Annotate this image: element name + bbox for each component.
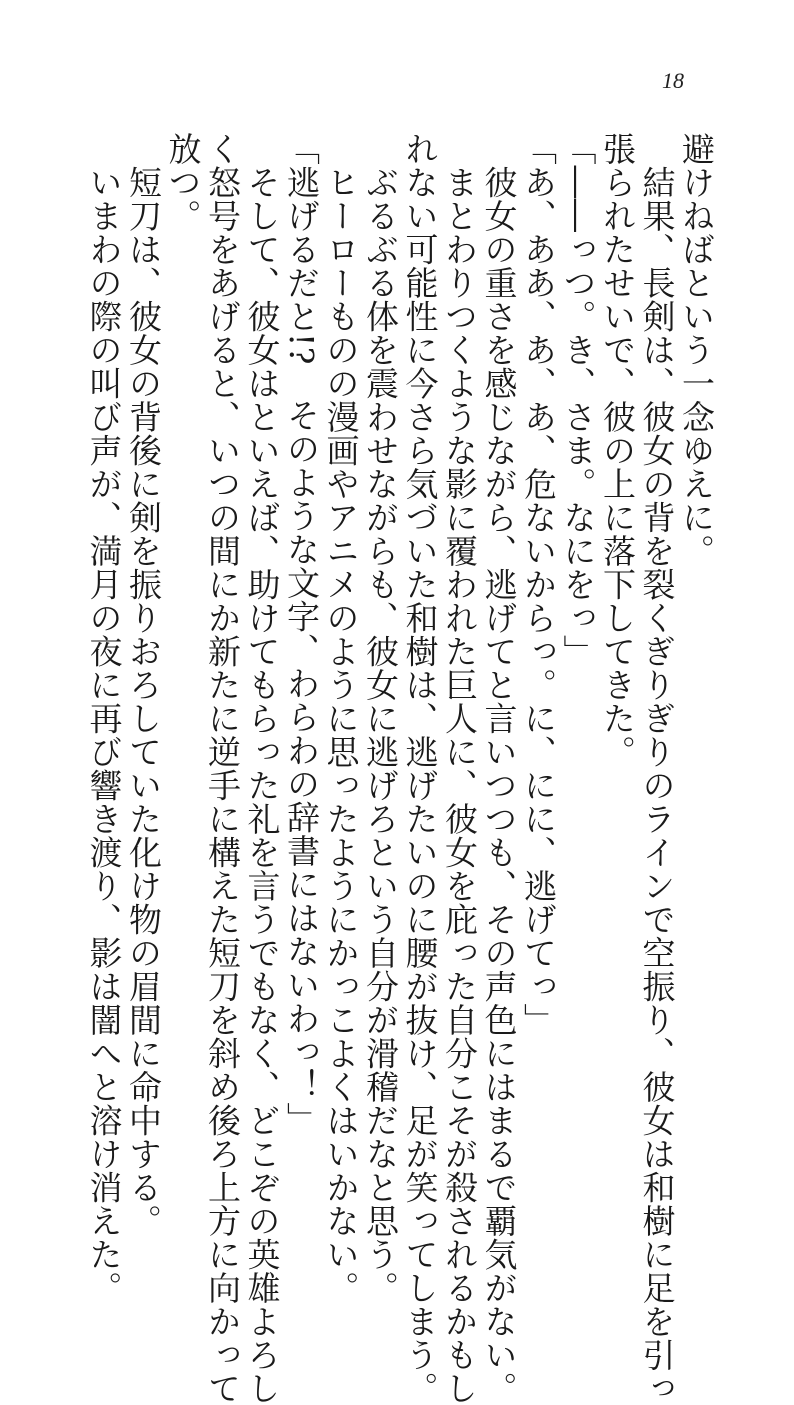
text-line: 結果、長剣は、彼女の背を裂くぎりぎりのラインで空振り、彼女は和樹に足を引っ bbox=[637, 132, 677, 1405]
text-line: 張られたせいで、彼の上に落下してきた。 bbox=[598, 132, 637, 769]
text-line: ヒーローものの漫画やアニメのように思ったようにかっこよくはいかない。 bbox=[321, 132, 361, 1305]
text-line: れない可能性に今さら気づいた和樹は、逃げたいのに腰が抜け、足が笑ってしまう。 bbox=[400, 132, 440, 1405]
text-line: 「――っつ。き、さま。なにをっ」 bbox=[558, 132, 598, 668]
text-line: 短刀は、彼女の背後に剣を振りおろしていた化け物の眉間に命中する。 bbox=[124, 132, 163, 1238]
vertical-text-block bbox=[84, 132, 716, 1405]
text-line: く怒号をあげると、いつの間にか新たに逆手に構えた短刀を斜め後ろ上方に向かって bbox=[203, 132, 242, 1405]
text-line: そして、彼女はといえば、助けてもらった礼を言うでもなく、どこぞの英雄よろし bbox=[242, 132, 282, 1405]
page-number: 18 bbox=[662, 68, 684, 93]
text-line: いまわの際の叫び声が、満月の夜に再び響き渡り、影は闇へと溶け消えた。 bbox=[84, 132, 124, 1305]
text-line: 放つ。 bbox=[163, 132, 203, 233]
text-line: 避けねばという一念ゆえに。 bbox=[677, 132, 716, 568]
text-line: 「逃げるだと!? そのような文字、わらわの辞書にはないわっ！」 bbox=[282, 132, 321, 1136]
text-line: 彼女の重さを感じながら、逃げてと言いつつも、その声色にはまるで覇気がない。 bbox=[479, 132, 519, 1405]
text-line: ぶるぶる体を震わせながらも、彼女に逃げろという自分が滑稽だなと思う。 bbox=[361, 132, 400, 1305]
text-line: まとわりつくような影に覆われた巨人に、彼女を庇った自分こそが殺されるかもし bbox=[440, 132, 479, 1405]
text-line: 「あ、ああ、あ、あ、危ないからっ。に、にに、逃げてっ」 bbox=[519, 132, 558, 1037]
